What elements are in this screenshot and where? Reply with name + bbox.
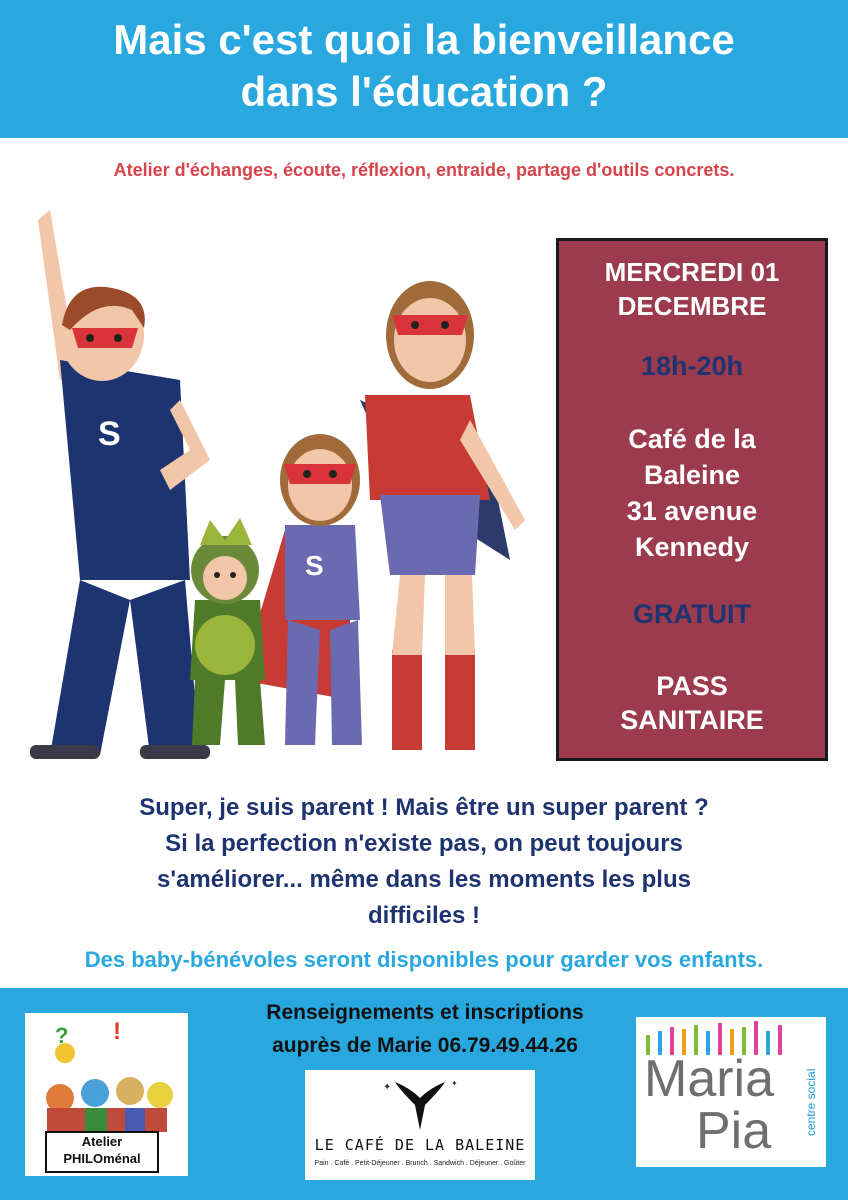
event-pass-line-1: PASS: [656, 671, 728, 701]
son-figure: [190, 518, 265, 745]
cafe-de-la-baleine-logo: [305, 1070, 535, 1180]
message-line-2: Si la perfection n'existe pas, on peut toujours: [165, 830, 683, 857]
atelier-label: [45, 1131, 159, 1173]
event-pass: [559, 669, 825, 737]
atelier-philomenal-logo: [25, 1013, 188, 1176]
childcare-notice: Des baby-bénévoles seront disponibles pour garder vos enfants.: [84, 947, 764, 972]
contact-line-1: Renseignements et inscriptions: [266, 1001, 584, 1024]
event-place-line-2: Baleine: [643, 460, 741, 490]
page-title: [0, 14, 848, 118]
title-line-1: Mais c'est quoi la bienveillance: [113, 16, 735, 63]
event-time: 18h-20h: [640, 351, 744, 381]
event-place-line-1: Café de la: [628, 424, 756, 454]
event-date-line-2: DECEMBRE: [617, 291, 767, 321]
event-date: [559, 255, 825, 323]
event-info-box: [556, 238, 828, 761]
maria-pia-logo: [636, 1017, 826, 1167]
atelier-label-line-2: PHILOménal: [63, 1151, 141, 1166]
superhero-family-illustration: [20, 200, 540, 770]
message-line-4: difficiles !: [367, 902, 481, 929]
event-price: GRATUIT: [633, 599, 751, 629]
atelier-label-line-1: Atelier: [81, 1134, 123, 1149]
contact-line-2: auprès de Marie 06.79.49.44.26: [272, 1034, 578, 1057]
subtitle: Atelier d'échanges, écoute, réflexion, entraide, partage d'outils concrets.: [113, 160, 735, 180]
father-figure: [30, 210, 210, 759]
daughter-shirt-letter: S: [305, 550, 324, 581]
svg-text:✦: ✦: [383, 1082, 392, 1093]
svg-text:?: ?: [55, 1023, 69, 1048]
event-place: [559, 421, 825, 565]
mother-figure: [360, 281, 525, 750]
maria-subtitle: centre social: [804, 1068, 818, 1136]
pia-word: Pia: [696, 1102, 772, 1160]
main-message: [0, 790, 848, 934]
maria-word: Maria: [644, 1050, 775, 1108]
title-line-2: dans l'éducation ?: [240, 68, 608, 115]
svg-text:✦: ✦: [451, 1079, 458, 1088]
father-shirt-letter: S: [98, 415, 121, 453]
message-line-1: Super, je suis parent ! Mais être un super parent ?: [139, 794, 709, 821]
event-place-line-4: Kennedy: [634, 532, 750, 562]
event-pass-line-2: SANITAIRE: [620, 705, 764, 735]
cafe-tagline: Pain . Café . Petit-Déjeuner . Brunch . Sandwich . Déjeuner . Goûter: [314, 1160, 526, 1167]
svg-text:!: !: [113, 1018, 121, 1045]
message-line-3: s'améliorer... même dans les moments les plus: [157, 866, 691, 893]
contact-info: [225, 996, 625, 1062]
whale-tail-icon: [305, 1070, 535, 1134]
event-date-line-1: MERCREDI 01: [604, 257, 780, 287]
cafe-name: LE CAFÉ DE LA BALEINE: [314, 1136, 526, 1154]
event-place-line-3: 31 avenue: [626, 496, 758, 526]
